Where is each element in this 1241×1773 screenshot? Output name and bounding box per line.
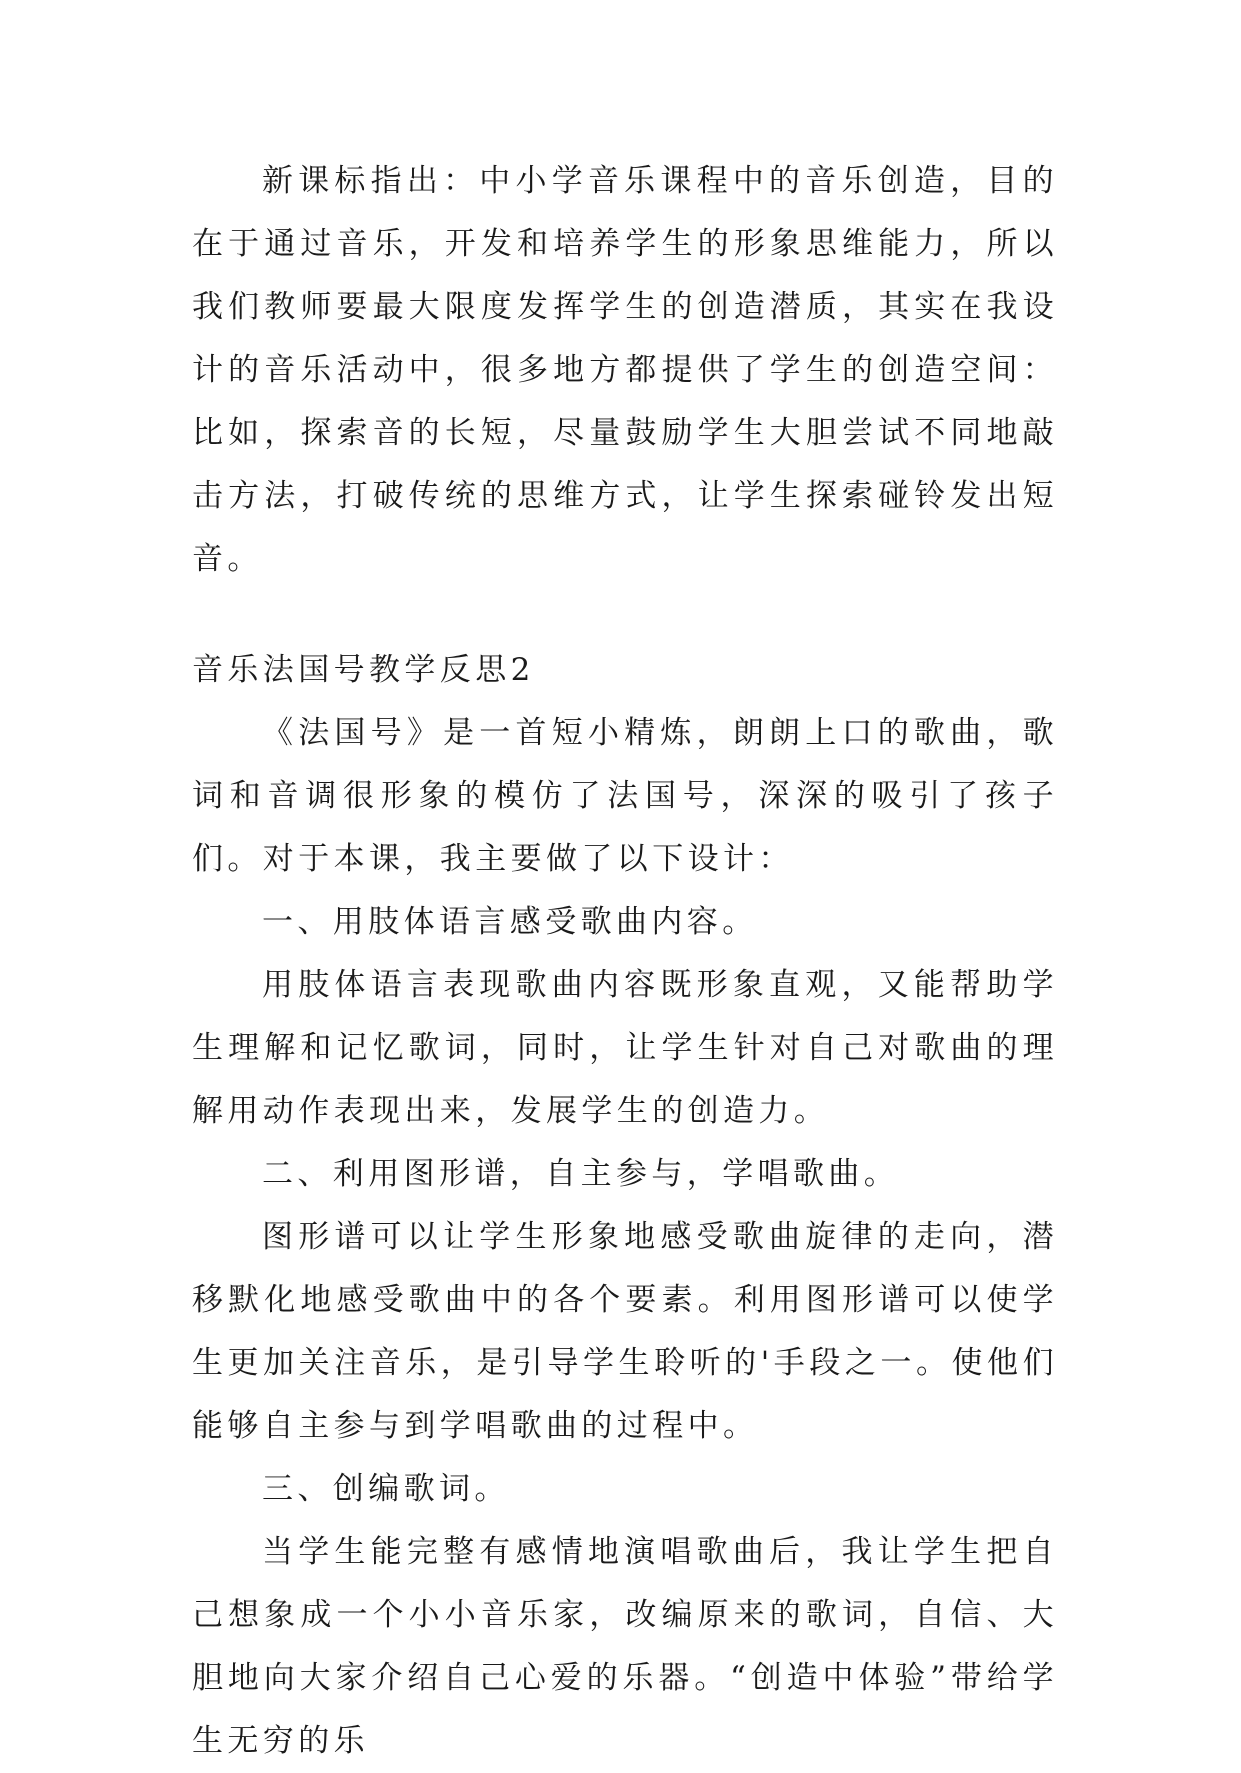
paragraph-intro: 《法国号》是一首短小精炼，朗朗上口的歌曲，歌词和音调很形象的模仿了法国号，深深的吸引了孩子们。对于本课，我主要做了以下设计： — [192, 715, 1058, 877]
section-title: 音乐法国号教学反思2 — [192, 652, 535, 688]
point-two-heading: 二、利用图形谱，自主参与，学唱歌曲。 — [262, 1156, 900, 1192]
point-one-heading: 一、用肢体语言感受歌曲内容。 — [262, 904, 758, 940]
point-three-body: 当学生能完整有感情地演唱歌曲后，我让学生把自己想象成一个小小音乐家，改编原来的歌词，自信、大胆地向大家介绍自己心爱的乐器。“创造中体验”带给学生无穷的乐 — [192, 1534, 1058, 1759]
point-one-body: 用肢体语言表现歌曲内容既形象直观，又能帮助学生理解和记忆歌词，同时，让学生针对自己对歌曲的理解用动作表现出来，发展学生的创造力。 — [192, 967, 1058, 1129]
point-two-body: 图形谱可以让学生形象地感受歌曲旋律的走向，潜移默化地感受歌曲中的各个要素。利用图形谱可以使学生更加关注音乐，是引导学生聆听的'手段之一。使他们能够自主参与到学唱歌曲的过程中。 — [192, 1219, 1058, 1444]
point-three-heading: 三、创编歌词。 — [262, 1471, 510, 1507]
paragraph-creativity: 新课标指出：中小学音乐课程中的音乐创造，目的在于通过音乐，开发和培养学生的形象思维能力，所以我们教师要最大限度发挥学生的创造潜质，其实在我设计的音乐活动中，很多地方都提供了学生的创造空间：比如，探索音的长短，尽量鼓励学生大胆尝试不同地敲击方法，打破传统的思维方式，让学生探索碰铃发出短音。 — [192, 163, 1058, 577]
document-page — [192, 150, 1058, 1773]
